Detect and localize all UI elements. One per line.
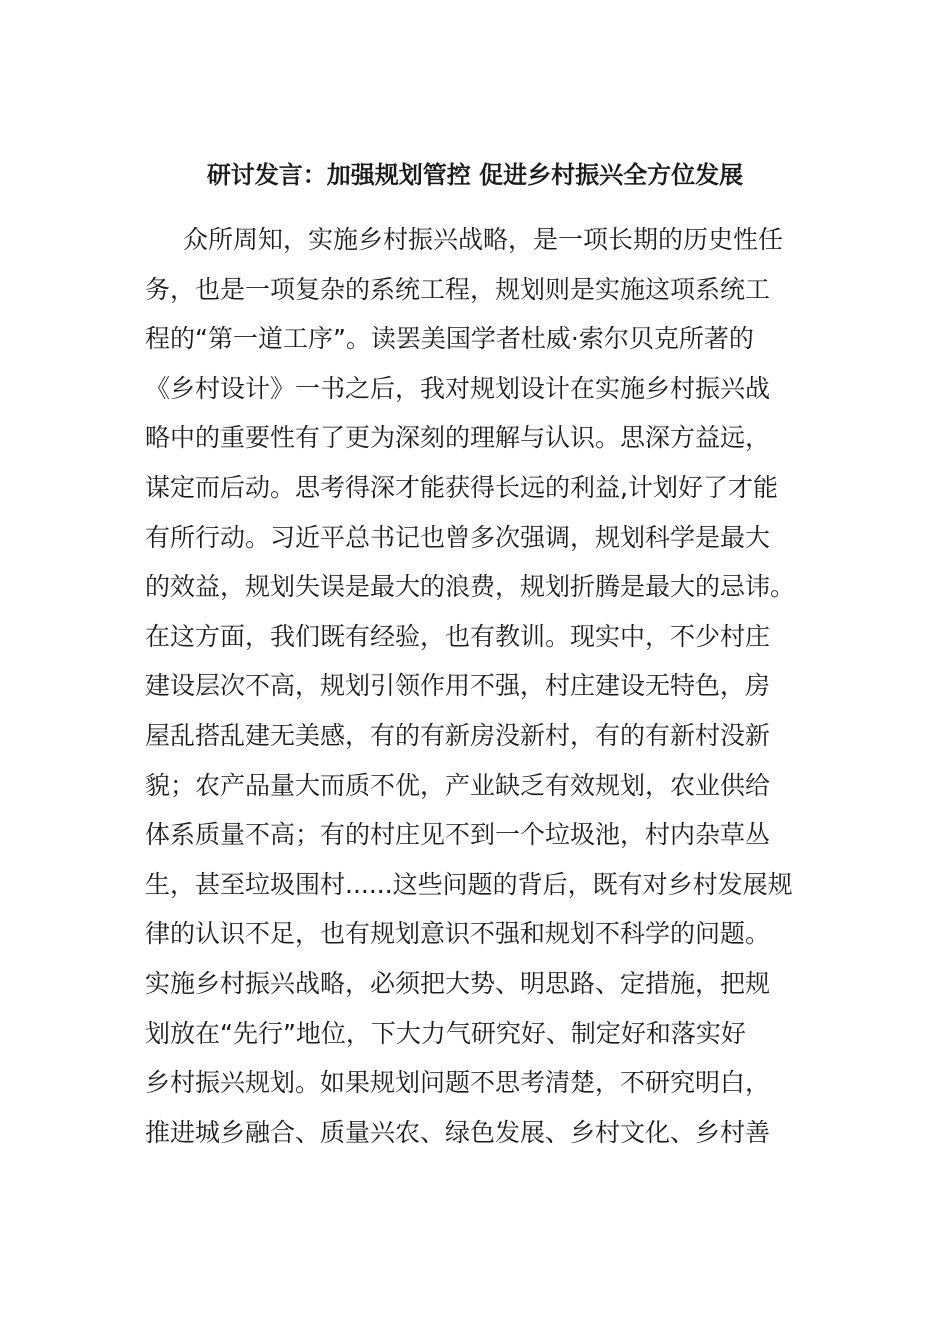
body-line: 律的认识不足，也有规划意识不强和规划不科学的问题。: [145, 919, 771, 949]
body-line: 实施乡村振兴战略，必须把大势、明思路、定措施，把规: [145, 968, 771, 998]
body-line: 乡村振兴规划。如果规划问题不思考清楚，不研究明白，: [145, 1068, 771, 1098]
body-line: 貌；农产品量大而质不优，产业缺乏有效规划，农业供给: [145, 770, 771, 800]
body-line: 谋定而后动。思考得深才能获得长远的利益,计划好了才能: [145, 472, 778, 502]
body-line: 生，甚至垃圾围村......这些问题的背后，既有对乡村发展规: [145, 869, 793, 899]
body-line: 屋乱搭乱建无美感，有的有新房没新村，有的有新村没新: [145, 720, 771, 750]
body-line: 划放在“先行”地位，下大力气研究好、制定好和落实好: [145, 1018, 746, 1048]
body-line: 的效益，规划失误是最大的浪费，规划折腾是最大的忌讳。: [145, 572, 796, 602]
body-line: 有所行动。习近平总书记也曾多次强调，规划科学是最大: [145, 522, 771, 552]
body-line: 建设层次不高，规划引领作用不强，村庄建设无特色，房: [145, 671, 771, 701]
body-line: 略中的重要性有了更为深刻的理解与认识。思深方益远，: [145, 423, 771, 453]
body-line: 务，也是一项复杂的系统工程，规划则是实施这项系统工: [145, 274, 771, 304]
body-line: 程的“第一道工序”。读罢美国学者杜威·索尔贝克所著的: [145, 324, 754, 354]
body-line: 众所周知，实施乡村振兴战略，是一项长期的历史性任: [183, 225, 784, 254]
body-line: 在这方面，我们既有经验，也有教训。现实中，不少村庄: [145, 621, 771, 651]
document-body: [145, 215, 805, 1157]
body-line: 《乡村设计》一书之后，我对规划设计在实施乡村振兴战: [145, 373, 771, 403]
body-line: 推进城乡融合、质量兴农、绿色发展、乡村文化、乡村善: [145, 1117, 771, 1147]
body-line: 体系质量不高；有的村庄见不到一个垃圾池，村内杂草丛: [145, 820, 771, 850]
document-title: 研讨发言：加强规划管控 促进乡村振兴全方位发展: [206, 161, 744, 189]
